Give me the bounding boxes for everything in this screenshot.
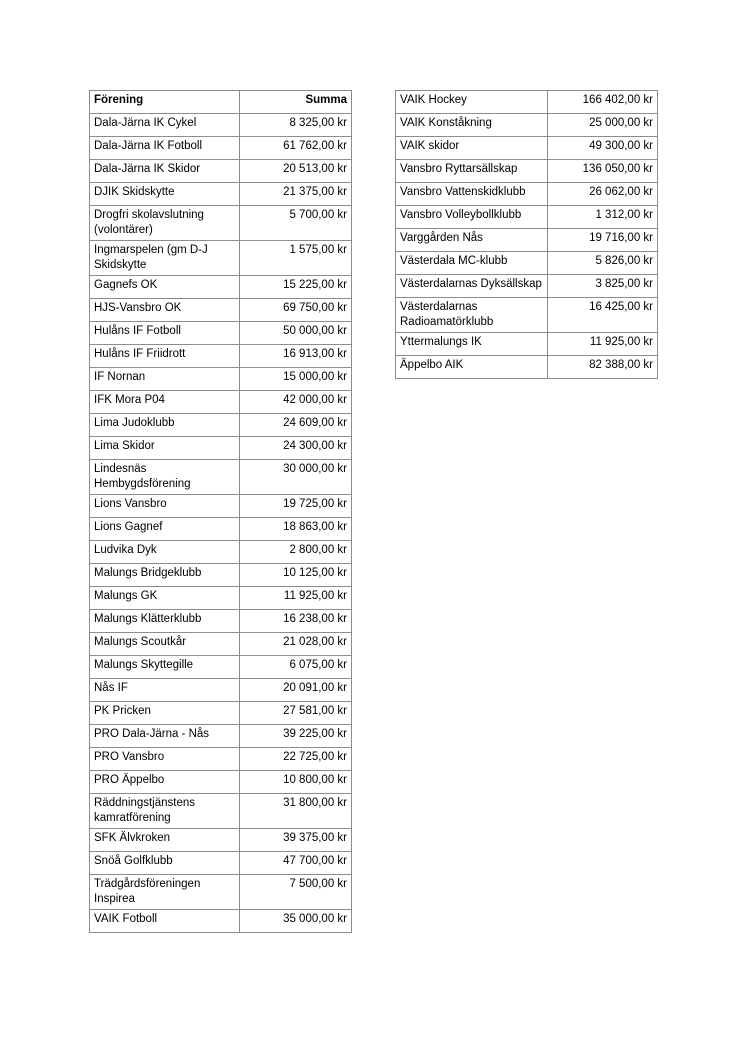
association-name-cell: Vansbro Vattenskidklubb [396, 183, 548, 206]
association-sums-table-right [395, 90, 658, 379]
table-row [396, 206, 658, 229]
amount-cell: 42 000,00 kr [240, 391, 352, 414]
table-row [90, 183, 352, 206]
amount-cell: 1 575,00 kr [240, 241, 352, 276]
amount-cell: 22 725,00 kr [240, 748, 352, 771]
association-name-cell: Drogfri skolavslutning (volontärer) [90, 206, 240, 241]
table-row [90, 206, 352, 241]
association-name-cell: Malungs GK [90, 587, 240, 610]
association-name-cell: IFK Mora P04 [90, 391, 240, 414]
table-row [90, 241, 352, 276]
amount-cell: 20 091,00 kr [240, 679, 352, 702]
association-name-cell: Vansbro Volleybollklubb [396, 206, 548, 229]
amount-cell: 35 000,00 kr [240, 910, 352, 933]
association-name-cell: Västerdalarnas Radioamatörklubb [396, 298, 548, 333]
association-name-cell: Västerdala MC-klubb [396, 252, 548, 275]
association-name-cell: VAIK Hockey [396, 91, 548, 114]
table-row [396, 229, 658, 252]
amount-cell: 8 325,00 kr [240, 114, 352, 137]
amount-cell: 15 225,00 kr [240, 276, 352, 299]
table-row [90, 852, 352, 875]
association-name-cell: Yttermalungs IK [396, 333, 548, 356]
association-name-cell: Räddningstjänstens kamratförening [90, 794, 240, 829]
amount-cell: 47 700,00 kr [240, 852, 352, 875]
column-header-sum: Summa [240, 91, 352, 114]
table-row [90, 276, 352, 299]
table-row [90, 160, 352, 183]
table-row [90, 875, 352, 910]
table-row [90, 345, 352, 368]
association-name-cell: IF Nornan [90, 368, 240, 391]
association-name-cell: Trädgårdsföreningen Inspirea [90, 875, 240, 910]
column-header-name: Förening [90, 91, 240, 114]
table-row [90, 829, 352, 852]
table-body-left [90, 114, 352, 933]
table-header-row [90, 91, 352, 114]
amount-cell: 61 762,00 kr [240, 137, 352, 160]
association-name-cell: Hulåns IF Fotboll [90, 322, 240, 345]
table-row [396, 183, 658, 206]
amount-cell: 166 402,00 kr [548, 91, 658, 114]
amount-cell: 11 925,00 kr [240, 587, 352, 610]
association-name-cell: Äppelbo AIK [396, 356, 548, 379]
amount-cell: 16 238,00 kr [240, 610, 352, 633]
association-name-cell: Gagnefs OK [90, 276, 240, 299]
table-row [90, 587, 352, 610]
amount-cell: 69 750,00 kr [240, 299, 352, 322]
association-name-cell: DJIK Skidskytte [90, 183, 240, 206]
table-row [90, 725, 352, 748]
amount-cell: 15 000,00 kr [240, 368, 352, 391]
association-name-cell: Dala-Järna IK Skidor [90, 160, 240, 183]
amount-cell: 21 028,00 kr [240, 633, 352, 656]
table-row [396, 298, 658, 333]
table-row [90, 633, 352, 656]
amount-cell: 20 513,00 kr [240, 160, 352, 183]
amount-cell: 39 375,00 kr [240, 829, 352, 852]
table-row [90, 564, 352, 587]
table-row [90, 679, 352, 702]
amount-cell: 5 700,00 kr [240, 206, 352, 241]
association-name-cell: Nås IF [90, 679, 240, 702]
table-row [90, 368, 352, 391]
association-name-cell: Snöå Golfklubb [90, 852, 240, 875]
amount-cell: 19 725,00 kr [240, 495, 352, 518]
table-row [90, 437, 352, 460]
amount-cell: 39 225,00 kr [240, 725, 352, 748]
association-name-cell: Hulåns IF Friidrott [90, 345, 240, 368]
association-name-cell: Vansbro Ryttarsällskap [396, 160, 548, 183]
association-name-cell: Västerdalarnas Dyksällskap [396, 275, 548, 298]
amount-cell: 19 716,00 kr [548, 229, 658, 252]
amount-cell: 21 375,00 kr [240, 183, 352, 206]
amount-cell: 18 863,00 kr [240, 518, 352, 541]
amount-cell: 30 000,00 kr [240, 460, 352, 495]
association-sums-table-left [89, 90, 352, 933]
amount-cell: 2 800,00 kr [240, 541, 352, 564]
table-row [90, 794, 352, 829]
association-name-cell: PK Pricken [90, 702, 240, 725]
table-row [396, 333, 658, 356]
association-name-cell: Lindesnäs Hembygdsförening [90, 460, 240, 495]
amount-cell: 10 125,00 kr [240, 564, 352, 587]
table-row [396, 160, 658, 183]
amount-cell: 26 062,00 kr [548, 183, 658, 206]
table-row [396, 275, 658, 298]
table-row [90, 771, 352, 794]
association-name-cell: Ingmarspelen (gm D-J Skidskytte [90, 241, 240, 276]
amount-cell: 24 300,00 kr [240, 437, 352, 460]
table-row [90, 702, 352, 725]
table-row [90, 656, 352, 679]
amount-cell: 11 925,00 kr [548, 333, 658, 356]
amount-cell: 136 050,00 kr [548, 160, 658, 183]
amount-cell: 10 800,00 kr [240, 771, 352, 794]
association-name-cell: Varggården Nås [396, 229, 548, 252]
association-name-cell: Malungs Scoutkår [90, 633, 240, 656]
amount-cell: 1 312,00 kr [548, 206, 658, 229]
association-name-cell: SFK Älvkroken [90, 829, 240, 852]
association-name-cell: Lima Judoklubb [90, 414, 240, 437]
association-name-cell: VAIK Konståkning [396, 114, 548, 137]
table-row [90, 137, 352, 160]
table-row [90, 391, 352, 414]
table-row [90, 299, 352, 322]
association-name-cell: Lions Gagnef [90, 518, 240, 541]
table-row [90, 910, 352, 933]
association-name-cell: Lions Vansbro [90, 495, 240, 518]
table-row [90, 748, 352, 771]
table-row [90, 114, 352, 137]
amount-cell: 24 609,00 kr [240, 414, 352, 437]
amount-cell: 49 300,00 kr [548, 137, 658, 160]
table-row [90, 414, 352, 437]
amount-cell: 50 000,00 kr [240, 322, 352, 345]
association-name-cell: Malungs Bridgeklubb [90, 564, 240, 587]
table-row [90, 460, 352, 495]
amount-cell: 16 913,00 kr [240, 345, 352, 368]
table-row [90, 518, 352, 541]
table-row [90, 610, 352, 633]
table-row [396, 137, 658, 160]
association-name-cell: Lima Skidor [90, 437, 240, 460]
association-name-cell: PRO Dala-Järna - Nås [90, 725, 240, 748]
amount-cell: 7 500,00 kr [240, 875, 352, 910]
amount-cell: 6 075,00 kr [240, 656, 352, 679]
association-name-cell: HJS-Vansbro OK [90, 299, 240, 322]
amount-cell: 5 826,00 kr [548, 252, 658, 275]
amount-cell: 82 388,00 kr [548, 356, 658, 379]
amount-cell: 25 000,00 kr [548, 114, 658, 137]
table-row [90, 541, 352, 564]
association-name-cell: Malungs Skyttegille [90, 656, 240, 679]
amount-cell: 3 825,00 kr [548, 275, 658, 298]
amount-cell: 31 800,00 kr [240, 794, 352, 829]
association-name-cell: Malungs Klätterklubb [90, 610, 240, 633]
association-name-cell: PRO Vansbro [90, 748, 240, 771]
table-row [90, 322, 352, 345]
table-row [396, 114, 658, 137]
table-row [90, 495, 352, 518]
association-name-cell: VAIK Fotboll [90, 910, 240, 933]
amount-cell: 27 581,00 kr [240, 702, 352, 725]
table-body-right [396, 91, 658, 379]
table-row [396, 252, 658, 275]
table-row [396, 91, 658, 114]
association-name-cell: Dala-Järna IK Fotboll [90, 137, 240, 160]
association-name-cell: VAIK skidor [396, 137, 548, 160]
association-name-cell: Ludvika Dyk [90, 541, 240, 564]
amount-cell: 16 425,00 kr [548, 298, 658, 333]
association-name-cell: Dala-Järna IK Cykel [90, 114, 240, 137]
association-name-cell: PRO Äppelbo [90, 771, 240, 794]
table-row [396, 356, 658, 379]
